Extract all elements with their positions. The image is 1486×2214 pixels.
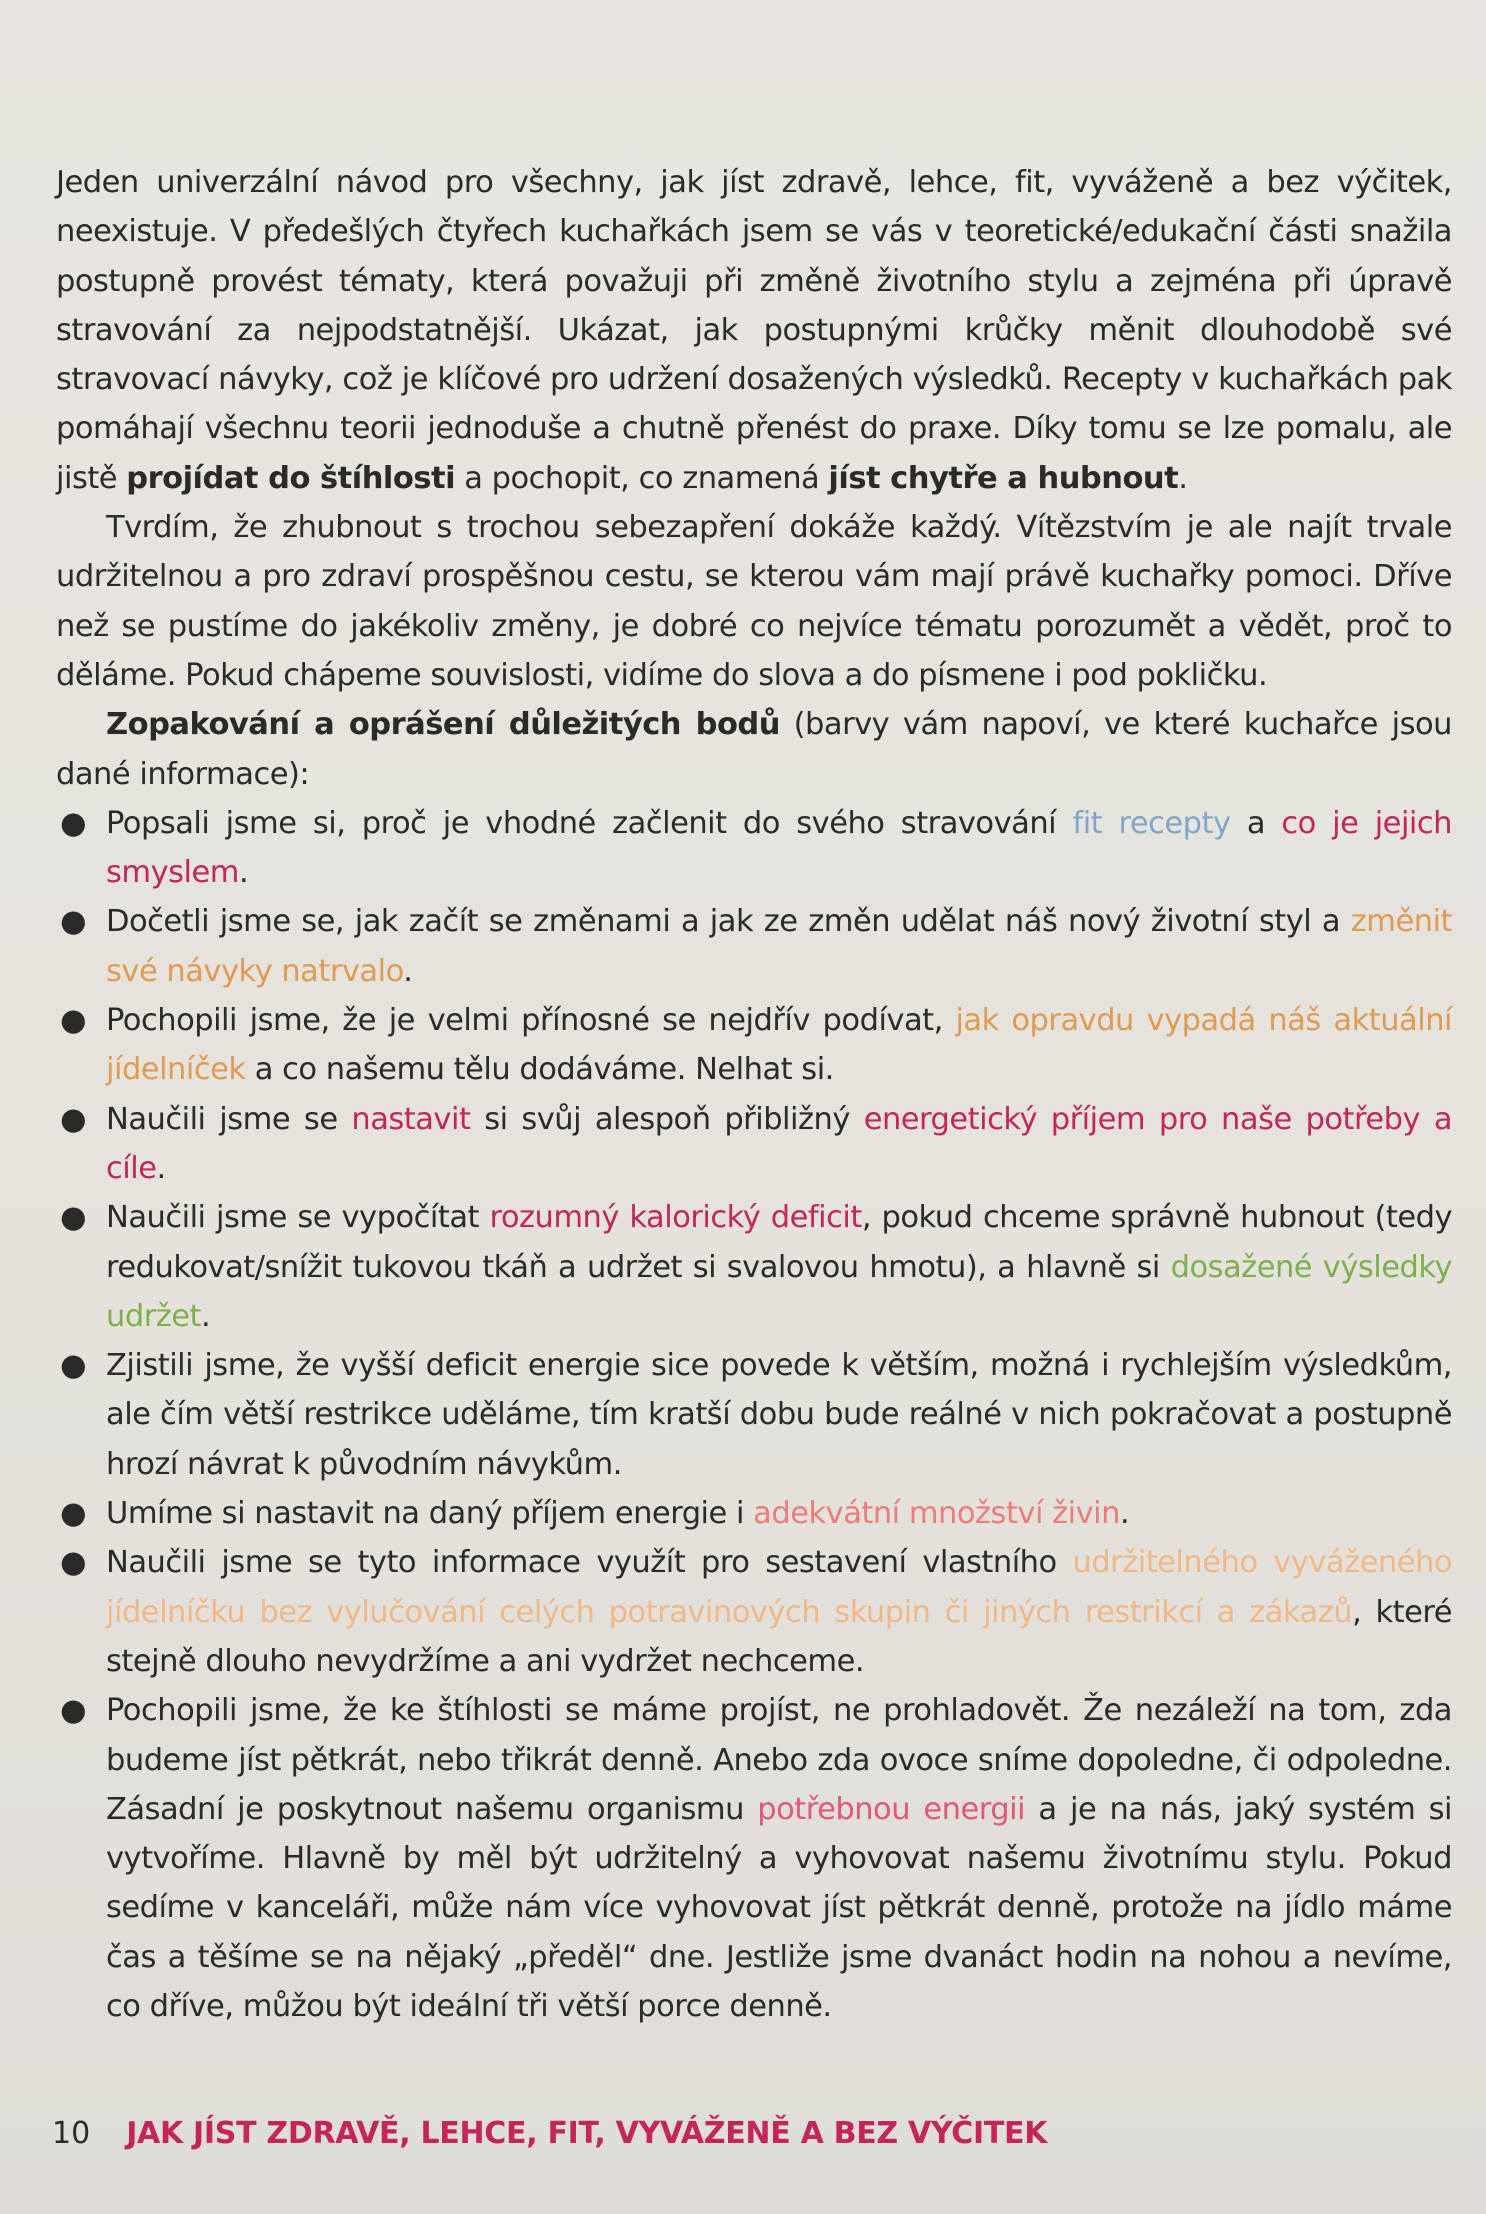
item-text: .: [1119, 1496, 1130, 1532]
list-item: [56, 1686, 1452, 2031]
bullet-icon: ●: [59, 904, 87, 940]
bullet-icon: ●: [59, 1545, 87, 1581]
item-text: a co našemu tělu dodáváme. Nelhat si.: [245, 1052, 834, 1088]
highlight-magenta: energetický příjem pro naše potřeby a cíle: [106, 1101, 1453, 1186]
intro-paragraph-1: [56, 158, 1452, 503]
intro-paragraph-2: Tvrdím, že zhubnout s trochou sebezapření dokáže každý. Vítězstvím je ale najít trvale udržitelnou a pro zdraví prospěšnou cestu, se kterou vám mají právě kuchařky pomoci. Dříve než se pustíme do jakékoliv změny, je dobré co nejvíce tématu porozumět a vědět, proč to děláme. Pokud chápeme souvislosti, vidíme do slova a do písmene i pod pokličku.: [56, 510, 1452, 693]
item-text: si svůj alespoň přibližný: [470, 1101, 864, 1137]
highlight-orange: jak opravdu vypadá náš aktuální jídelníček: [106, 1003, 1452, 1088]
bullet-icon: ●: [59, 805, 87, 841]
bullet-icon: ●: [59, 1348, 87, 1384]
bullet-icon: ●: [59, 1496, 87, 1532]
highlight-salmon: adekvátní množství živin: [753, 1496, 1120, 1532]
highlight-orange: změnit své návyky natrvalo: [106, 904, 1452, 989]
recap-list: [56, 799, 1452, 2031]
item-text: Naučili jsme se vypočítat: [106, 1200, 490, 1236]
item-text: .: [156, 1150, 166, 1186]
list-item: [56, 996, 1452, 1095]
list-item: [56, 1489, 1452, 1538]
page-body: [56, 158, 1452, 2031]
highlight-magenta: nastavit: [351, 1101, 471, 1137]
recap-heading: Zopakování a oprášení důležitých bodů: [106, 707, 780, 743]
item-text: .: [239, 855, 249, 891]
list-item: [56, 897, 1452, 996]
highlight-pink: potřebnou energii: [757, 1791, 1026, 1827]
item-text: Dočetli jsme se, jak začít se změnami a jak ze změn udělat náš nový životní styl a: [106, 904, 1351, 940]
bullet-icon: ●: [59, 1693, 87, 1729]
item-text: Umíme si nastavit na daný příjem energie i: [106, 1496, 754, 1532]
highlight-magenta: co je jejich smyslem: [106, 805, 1452, 891]
list-item: [56, 1193, 1452, 1341]
highlight-pale-orange: udržitelného vyváženého jídelníčku bez vylučování celých potravinových skupin či jiných restrikcí a zákazů: [106, 1545, 1452, 1630]
item-text: Naučili jsme se tyto informace využít pro sestavení vlastního: [106, 1545, 1073, 1581]
list-item: [56, 1538, 1452, 1686]
page-number: 10: [52, 2116, 91, 2151]
item-text: Naučili jsme se: [106, 1101, 352, 1137]
bullet-icon: ●: [59, 1101, 87, 1137]
bullet-icon: ●: [59, 1200, 87, 1236]
item-text: Pochopili jsme, že ke štíhlosti se máme projíst, ne prohladovět. Že nezáleží na tom, zda budeme jíst pětkrát, nebo třikrát denně. Anebo zda ovoce sníme dopoledne, či odpoledne. Zásadní je poskytnout našemu organismu: [106, 1693, 1452, 1827]
highlight-magenta: rozumný kalorický deficit: [489, 1200, 862, 1236]
item-text: , pokud chceme správně hubnout (tedy redukovat/snížit tukovou tkáň a udržet si svalovou hmotu), a hlavně si: [106, 1200, 1452, 1285]
item-text: .: [403, 953, 413, 989]
page-footer: [52, 2114, 1047, 2154]
intro-text: .: [1178, 460, 1188, 496]
bullet-icon: ●: [59, 1003, 87, 1039]
item-text: Pochopili jsme, že je velmi přínosné se nejdřív podívat,: [106, 1003, 956, 1039]
item-text: a: [1230, 805, 1282, 841]
intro-text: Jeden univerzální návod pro všechny, jak jíst zdravě, lehce, fit, vyváženě a bez výčitek, neexistuje. V předešlých čtyřech kuchařkách jsem se vás v teoretické/edukační části snažila postupně provést tématy, která považuji při změně životního stylu a zejména při úpravě stravování za nejpodstatnější. Ukázat, jak postupnými krůčky měnit dlouhodobě své stravovací návyky, což je klíčové pro udržení dosažených výsledků. Recepty v kuchařkách pak pomáhají všechnu teorii jednoduše a chutně přenést do praxe. Díky tomu se lze pomalu, ale jistě: [56, 165, 1452, 496]
list-item: [56, 1095, 1452, 1194]
item-text: a je na nás, jaký systém si vytvoříme. Hlavně by měl být udržitelný a vyhovovat našemu životnímu stylu. Pokud sedíme v kanceláři, může nám více vyhovovat jíst pětkrát denně, protože na jídlo máme čas a těšíme se na nějaký „předěl“ dne. Jestliže jsme dvanáct hodin na nohou a nevíme, co dříve, můžou být ideální tři větší porce denně.: [106, 1791, 1452, 2024]
intro-text: a pochopit, co znamená: [455, 460, 829, 496]
list-item: [56, 799, 1452, 898]
list-item: [56, 1341, 1452, 1489]
recap-heading-rest: (barvy vám napoví, ve které kuchařce jsou dané informace):: [56, 707, 1452, 792]
item-text: .: [200, 1298, 211, 1334]
item-text: Popsali jsme si, proč je vhodné začlenit do svého stravování: [106, 805, 1073, 841]
emphasis-projidat: projídat do štíhlosti: [126, 460, 456, 496]
highlight-green: dosažené výsledky udržet: [106, 1249, 1453, 1334]
highlight-blue: fit recepty: [1072, 805, 1231, 841]
running-title: JAK JÍST ZDRAVĚ, LEHCE, FIT, VYVÁŽENĚ A BEZ VÝČITEK: [126, 2116, 1048, 2151]
emphasis-jist-chytre: jíst chytře a hubnout: [828, 460, 1179, 496]
intro-paragraph-3: [56, 700, 1452, 799]
item-text: , které stejně dlouho nevydržíme a ani vydržet nechceme.: [106, 1594, 1452, 1679]
item-text: Zjistili jsme, že vyšší deficit energie sice povede k větším, možná i rychlejším výsledkům, ale čím větší restrikce uděláme, tím kratší dobu bude reálné v nich pokračovat a postupně hrozí návrat k původním návykům.: [106, 1348, 1452, 1482]
